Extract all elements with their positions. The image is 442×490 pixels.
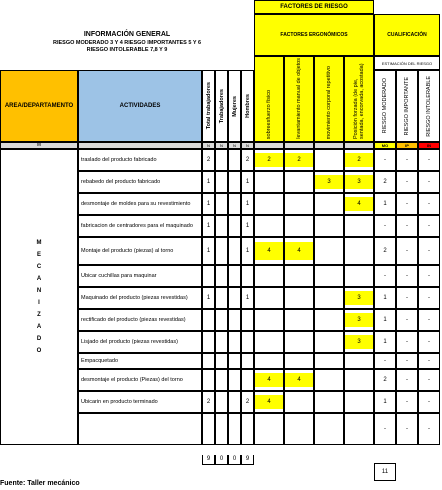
activity-cell: Empacquetado [78,353,202,369]
factor-value-cell [314,309,344,331]
risk-value-cell: - [374,215,396,237]
factor-value-cell [284,171,314,193]
risk-value-cell: - [418,331,440,353]
worker-value-cell [228,287,241,309]
factor-value-cell [344,391,374,413]
worker-value-cell [215,353,228,369]
legend-area: M [0,142,78,149]
risk-value-cell: 1 [374,193,396,215]
risk-col-header [418,70,440,142]
worker-value-cell [202,413,215,445]
factor-value-cell [284,149,314,171]
legend-importante: IP [396,142,418,149]
legend-factor [344,142,374,149]
factor-value-cell [254,265,284,287]
factor-value-cell [314,287,344,309]
worker-value-cell [241,331,254,353]
legend-worker: N [215,142,228,149]
worker-value-cell: 1 [202,237,215,265]
risk-value-cell: - [396,353,418,369]
factores-riesgo-label: FACTORES DE RIESGO [280,3,348,10]
factor-value-cell [344,287,374,309]
worker-value-cell: 1 [241,237,254,265]
factor-value-highlight: 4 [255,373,283,387]
factor-value-highlight: 3 [345,291,373,305]
risk-value-cell: - [418,215,440,237]
worker-value-cell: 2 [202,149,215,171]
factor-value-cell [344,149,374,171]
factor-value-cell [344,215,374,237]
risk-value-cell: - [396,413,418,445]
worker-value-cell: 1 [202,171,215,193]
factor-value-cell [284,413,314,445]
worker-value-cell [202,309,215,331]
worker-col-label: Trabajadores [218,88,225,124]
worker-value-cell [228,331,241,353]
activity-cell: desmontaje el producto (Piezas) del torno [78,369,202,391]
factor-value-cell [344,237,374,265]
factor-value-highlight: 3 [345,335,373,349]
factor-value-cell [254,193,284,215]
risk-col-header [396,70,418,142]
worker-value-cell [228,309,241,331]
risk-value-cell: - [374,265,396,287]
activity-cell: Ubicar cuchillas para maquinar [78,265,202,287]
area-letter: N [36,288,42,294]
factor-value-cell [344,193,374,215]
worker-value-cell [228,193,241,215]
area-letter: C [36,264,42,270]
factor-value-highlight: 2 [345,153,373,167]
worker-value-cell [228,171,241,193]
legend-worker: N [241,142,254,149]
factor-value-cell [254,353,284,369]
legend-factor [254,142,284,149]
factor-value-cell [314,237,344,265]
legend-actividades [78,142,202,149]
worker-value-cell [215,193,228,215]
activity-cell: traslado del producto fabricado [78,149,202,171]
activity-cell: rebabedo del producto fabricado [78,171,202,193]
worker-value-cell [215,171,228,193]
activity-cell: Ubicarin en producto terminado [78,391,202,413]
worker-value-cell: 2 [241,391,254,413]
factor-value-cell [284,331,314,353]
worker-value-cell [215,331,228,353]
worker-value-cell [228,413,241,445]
ergonomicos-label: FACTORES ERGONÓMICOS [280,31,348,38]
factor-value-cell [314,331,344,353]
total-worker-cell: 9 [241,455,254,465]
worker-value-cell: 1 [202,287,215,309]
area-letter: I [38,300,40,306]
worker-value-cell [202,353,215,369]
ergonomicos-header [254,14,374,56]
legend-moderado: MO [374,142,396,149]
worker-value-cell [215,413,228,445]
risk-value-cell: 2 [374,171,396,193]
factor-col-label: Posición forzada (de pie, sentada, encorvada, acostada) [353,63,365,139]
area-letter: A [36,324,42,330]
actividades-header [78,70,202,142]
estimacion-label: ESTIMACIÓN DEL RIESGO [381,60,433,66]
factor-value-cell [254,215,284,237]
risk-value-cell: - [396,215,418,237]
worker-value-cell [215,287,228,309]
area-letter: A [36,276,42,282]
factor-value-cell [284,309,314,331]
factor-value-cell [284,287,314,309]
worker-col-label: Total trabajadores [205,82,212,130]
risk-value-cell: - [418,413,440,445]
worker-value-cell: 1 [241,215,254,237]
worker-value-cell: 1 [241,171,254,193]
worker-col-header [215,70,228,142]
worker-value-cell [241,265,254,287]
risk-value-cell: - [418,237,440,265]
risk-col-label: RIESGO IMPORTANTE [404,76,410,136]
activity-cell: rectificado del producto (piezas revestidas) [78,309,202,331]
factor-value-cell [254,331,284,353]
risk-col-label: RIESGO INTOLERABLE [426,75,432,137]
area-letter: O [36,348,42,354]
worker-value-cell [215,215,228,237]
factor-value-highlight: 2 [255,153,283,167]
worker-value-cell [228,353,241,369]
worker-value-cell [215,149,228,171]
footer-source: Fuente: Taller mecánico [0,480,80,487]
activity-cell: desmontaje de moldes para su revestimiento [78,193,202,215]
worker-value-cell [202,265,215,287]
worker-value-cell: 2 [241,149,254,171]
factor-value-cell [284,215,314,237]
factor-value-cell [314,369,344,391]
area-letter: E [36,252,41,258]
risk-value-cell: - [396,237,418,265]
risk-value-cell: - [396,369,418,391]
factor-value-cell [314,353,344,369]
factor-value-cell [314,193,344,215]
risk-value-cell: - [418,171,440,193]
worker-value-cell: 1 [241,193,254,215]
factor-value-cell [314,391,344,413]
area-label: AREA/DEPARTAMENTO [4,102,74,109]
worker-value-cell: 2 [202,391,215,413]
risk-value-cell: - [418,287,440,309]
factor-value-highlight: 4 [345,197,373,211]
worker-value-cell [215,309,228,331]
factor-value-cell [314,215,344,237]
estimacion-header [374,56,440,70]
legend-worker: N [202,142,215,149]
worker-col-header [241,70,254,142]
risk-value-cell: - [418,149,440,171]
activity-cell: Lisjado del producto (piezas revestidas) [78,331,202,353]
activity-cell: Maquinado del producto (piezas revestidas) [78,287,202,309]
area-mecanizado-cell [0,149,78,445]
risk-value-cell: 2 [374,369,396,391]
risk-value-cell: - [418,265,440,287]
risk-value-cell: - [396,309,418,331]
factores-riesgo-header [254,0,374,14]
activity-cell: fabricacion de centradores para el maquinado [78,215,202,237]
factor-value-cell [254,391,284,413]
factor-col-label: sobreesfuerzo físico [266,89,272,139]
total-moderado-value: 11 [381,468,389,475]
factor-value-highlight: 2 [285,153,313,167]
risk-value-cell: 1 [374,391,396,413]
worker-value-cell [215,369,228,391]
worker-value-cell [228,149,241,171]
factor-value-cell [344,171,374,193]
total-moderado-cell [374,463,396,481]
factor-value-cell [344,331,374,353]
worker-value-cell [215,237,228,265]
area-letter: D [36,336,42,342]
factor-value-highlight: 4 [255,395,283,409]
factor-value-highlight: 3 [315,175,343,189]
worker-value-cell [241,353,254,369]
factor-value-cell [344,309,374,331]
worker-value-cell [202,369,215,391]
factor-value-cell [254,171,284,193]
calificacion-label: CUALIFICACIÓN [387,31,427,38]
factor-value-highlight: 3 [345,313,373,327]
risk-value-cell: 1 [374,331,396,353]
worker-value-cell [228,215,241,237]
worker-value-cell [228,237,241,265]
worker-value-cell [215,265,228,287]
factor-value-cell [254,237,284,265]
factor-value-cell [254,369,284,391]
risk-value-cell: - [374,353,396,369]
factor-value-cell [344,369,374,391]
info-general-block [0,14,254,70]
risk-value-cell: - [418,391,440,413]
factor-value-cell [284,265,314,287]
worker-value-cell [241,413,254,445]
worker-col-header [202,70,215,142]
factor-value-cell [344,413,374,445]
factor-value-cell [284,193,314,215]
factor-value-cell [284,369,314,391]
legend-factor [314,142,344,149]
risk-col-header [374,70,396,142]
activity-cell: Montaje del producto (piezas) al torno [78,237,202,265]
worker-value-cell [215,391,228,413]
factor-value-cell [254,413,284,445]
legend-worker: N [228,142,241,149]
factor-value-highlight: 4 [285,373,313,387]
legend-intolerable: IN [418,142,440,149]
calificacion-header [374,14,440,56]
area-letter: Z [37,312,41,318]
worker-value-cell [241,369,254,391]
factor-value-cell [344,265,374,287]
risk-value-cell: - [374,413,396,445]
risk-value-cell: - [418,353,440,369]
factor-col-header [314,56,344,142]
factor-value-highlight: 4 [255,242,283,260]
total-worker-cell: 0 [215,455,228,465]
worker-col-header [228,70,241,142]
factor-value-cell [314,149,344,171]
actividades-label: ACTIVIDADES [119,102,161,109]
factor-value-cell [284,353,314,369]
risk-value-cell: - [396,287,418,309]
risk-value-cell: - [374,149,396,171]
legend-factor [284,142,314,149]
factor-col-header [254,56,284,142]
info-line3: RIESGO INTOLERABLE 7,8 Y 9 [86,47,168,53]
worker-value-cell [228,391,241,413]
area-header [0,70,78,142]
factor-value-cell [254,287,284,309]
risk-value-cell: - [418,309,440,331]
risk-value-cell: 1 [374,309,396,331]
risk-value-cell: - [396,149,418,171]
worker-col-label: Mujeres [231,95,238,117]
info-line2: RIESGO MODERADO 3 Y 4 RIESGO IMPORTANTES 5 Y 6 [52,40,202,46]
worker-value-cell [228,265,241,287]
risk-value-cell: 1 [374,287,396,309]
risk-value-cell: - [418,369,440,391]
risk-value-cell: - [418,193,440,215]
risk-value-cell: - [396,391,418,413]
total-worker-cell: 9 [202,455,215,465]
risk-value-cell: - [396,265,418,287]
area-letter: M [36,240,42,246]
factor-value-cell [284,391,314,413]
factor-value-highlight: 4 [285,242,313,260]
risk-col-label: RIESGO MODERADO [382,78,388,134]
worker-value-cell: 1 [241,287,254,309]
activity-cell [78,413,202,445]
factor-value-cell [254,149,284,171]
factor-value-cell [344,353,374,369]
factor-col-header [284,56,314,142]
factor-value-cell [314,171,344,193]
factor-value-cell [254,309,284,331]
factor-col-header [344,56,374,142]
worker-value-cell: 1 [202,215,215,237]
factor-value-cell [314,413,344,445]
risk-value-cell: - [396,171,418,193]
factor-col-label: movimiento corporal repetitivo [326,65,332,139]
total-worker-cell: 0 [228,455,241,465]
worker-value-cell [228,369,241,391]
worker-value-cell [202,331,215,353]
factor-value-cell [284,237,314,265]
risk-value-cell: - [396,331,418,353]
factor-value-highlight: 3 [345,175,373,189]
risk-value-cell: - [396,193,418,215]
factor-value-cell [314,265,344,287]
info-title: INFORMACIÓN GENERAL [83,31,171,38]
worker-value-cell: 1 [202,193,215,215]
risk-value-cell: 2 [374,237,396,265]
worker-col-label: Hombres [244,94,251,118]
factor-col-label: levantamiento manual de objetos [296,58,302,139]
worker-value-cell [241,309,254,331]
